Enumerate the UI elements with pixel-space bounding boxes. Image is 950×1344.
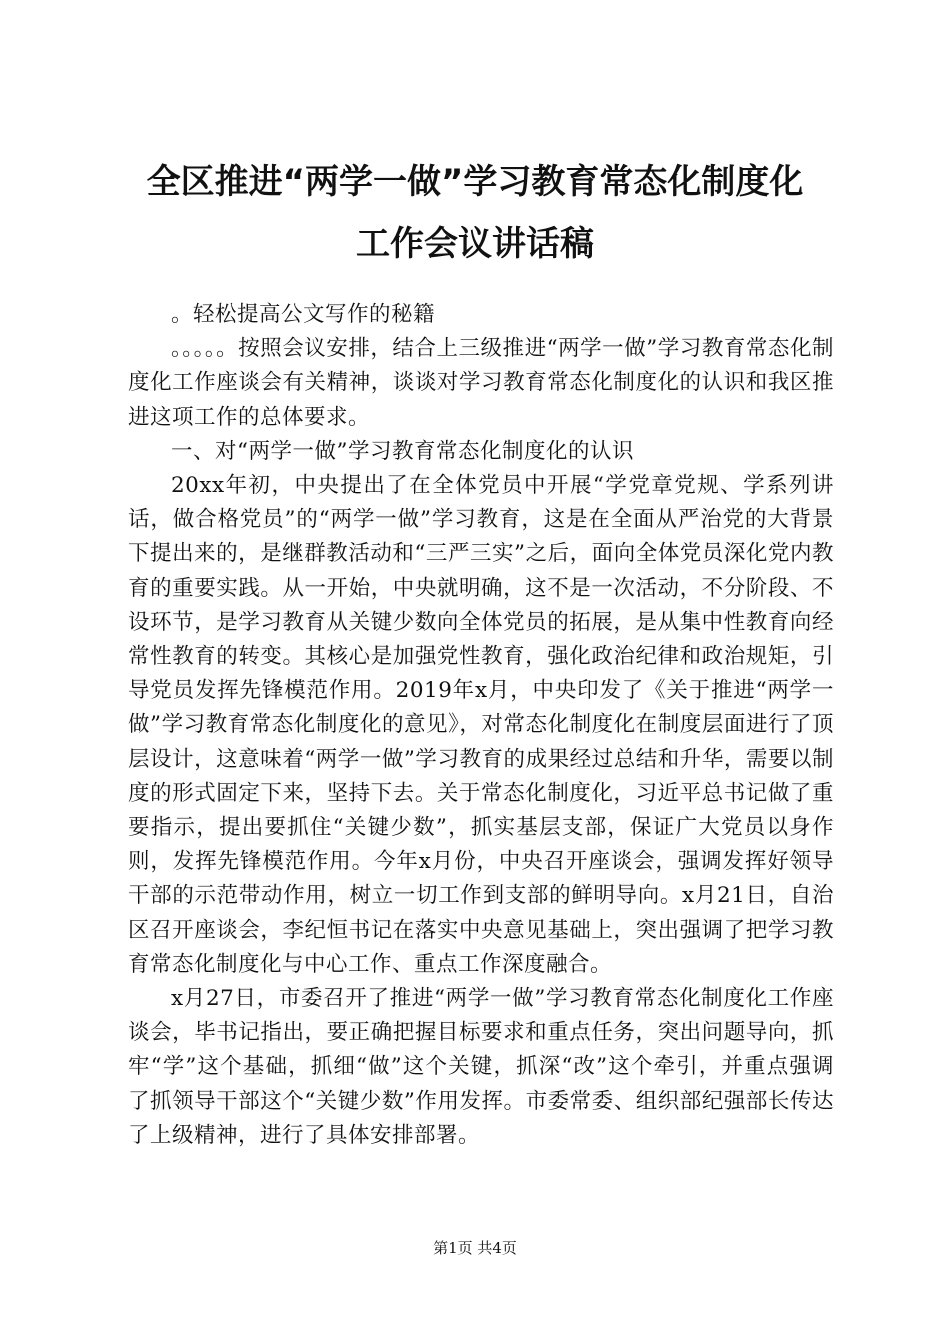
paragraph-city-meeting: x月27日，市委召开了推进“两学一做”学习教育常态化制度化工作座谈会，毕书记指出，要正确把握目标要求和重点任务，突出问题导向，抓牢“学”这个基础，抓细“做”这个关键，抓深“改”这个牵引，并重点强调了抓领导干部这个“关键少数”作用发挥。市委常委、组织部纪强部长传达了上级精神，进行了具体安排部署。 — [128, 986, 834, 1148]
document-body — [128, 298, 834, 1153]
document-title-line-1: 全区推进“两学一做”学习教育常态化制度化 — [146, 162, 804, 202]
document-title-line-2: 工作会议讲话稿 — [356, 224, 594, 264]
paragraph-background: 20xx年初，中央提出了在全体党员中开展“学党章党规、学系列讲话，做合格党员”的“两学一做”学习教育，这是在全面从严治党的大背景下提出来的，是继群教活动和“三严三实”之后，面向全体党员深化党内教育的重要实践。从一开始，中央就明确，这不是一次活动，不分阶段、不设环节，是学习教育从关键少数向全体党员的拓展，是从集中性教育向经常性教育的转变。其核心是加强党性教育，强化政治纪律和政治规矩，引导党员发挥先锋模范作用。2019年x月，中央印发了《关于推进“两学一做”学习教育常态化制度化的意见》，对常态化制度化在制度层面进行了顶层设计，这意味着“两学一做”学习教育的成果经过总结和升华，需要以制度的形式固定下来，坚持下去。关于常态化制度化，习近平总书记做了重要指示，提出要抓住“关键少数”，抓实基层支部，保证广大党员以身作则，发挥先锋模范作用。今年x月份，中央召开座谈会，强调发挥好领导干部的示范带动作用，树立一切工作到支部的鲜明导向。x月21日，自治区召开座谈会，李纪恒书记在落实中央意见基础上，突出强调了把学习教育常态化制度化与中心工作、重点工作深度融合。 — [128, 473, 834, 977]
paragraph-tagline: 。轻松提高公文写作的秘籍 — [171, 302, 436, 327]
section-heading-1: 一、对“两学一做”学习教育常态化制度化的认识 — [171, 438, 634, 464]
paragraph-intro: 。。。。。按照会议安排，结合上三级推进“两学一做”学习教育常态化制度化工作座谈会有关精神，谈谈对学习教育常态化制度化的认识和我区推进这项工作的总体要求。 — [128, 336, 834, 430]
page-number-footer: 第1页 共4页 — [433, 1239, 517, 1257]
